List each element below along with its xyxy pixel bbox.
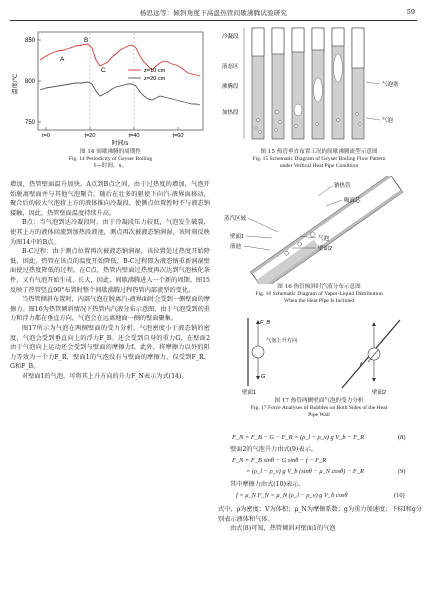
fig14-caption-cn: 图 14 间歇沸腾的周期性	[79, 149, 142, 155]
fig17-caption-cn: 图 17 热管两侧壁面气泡的受力分析	[274, 398, 364, 404]
fig14-xtick: t=20	[84, 133, 96, 139]
fig16-caption	[216, 284, 422, 306]
equation-10: f = μ_N F_N = μ_N (ρ_l − ρ_v) g V_b cosθ	[236, 492, 348, 499]
running-header	[10, 6, 417, 21]
right-text-2	[218, 480, 422, 490]
fig14-point-label: A	[60, 56, 65, 63]
fig16-label: 气泡	[318, 236, 330, 242]
fig14-caption	[8, 149, 213, 171]
fig14-ylabel: 温度/℃	[13, 73, 19, 95]
fig14-point-label: B	[84, 37, 89, 44]
fig16-label: 壁面1	[230, 234, 245, 240]
page-number: 59	[406, 8, 415, 16]
fig15-label: 加热段	[222, 110, 239, 116]
fig14-xtick: t=0	[42, 133, 50, 139]
fig14-xlabel: 时间/s	[111, 141, 129, 146]
fig15-caption-cn: 图 15 热管垂直布置工况的间歇沸腾流型示意图	[260, 149, 378, 155]
left-column	[10, 180, 210, 381]
right-text-3	[218, 505, 422, 534]
fig14-xtick: t=40	[128, 133, 140, 139]
paragraph: 当热管倾斜布置时，内部气泡在脱离汽-液界面时会受到一侧壁面的摩擦力。图16为热管倾斜情况下热管内汽液分布示意图，由于气泡受到的重力和浮力都在垂直方向，气泡会在远离地面一侧的壁面聚集。	[10, 296, 210, 323]
equation-8: F_N = F_B − G − F_R = (ρ_l − ρ_v) g V_b − F_R	[232, 434, 365, 441]
fig17-label: 壁面2	[372, 390, 387, 396]
fig17-diagram	[222, 312, 418, 396]
fig16-label: 蒸汽区域	[224, 216, 247, 222]
fig15-label: 气泡	[382, 118, 394, 124]
right-text-1	[218, 445, 422, 455]
equation-8-number: (8)	[398, 434, 406, 441]
fig16-label: 液池	[230, 244, 242, 250]
fig14-point-label: C	[101, 67, 106, 74]
fig17-label: 气泡上升方向	[266, 338, 298, 344]
fig17-label: f	[360, 362, 362, 368]
fig17-label: G	[261, 374, 266, 380]
fig15-caption-en2: under Vertical Heat Pipe Condition	[279, 163, 359, 170]
fig14-xtick: t=60	[172, 133, 184, 139]
equation-9-number: (9)	[398, 468, 406, 475]
fig16-diagram	[222, 176, 418, 284]
paragraph: 对壁面1的气泡，可将其上升方向的升力F_N表示为式(14)。	[22, 372, 188, 380]
running-title: 杨思远等：倾斜角度下高温热管间歇沸腾试验研究	[139, 9, 288, 17]
fig16-caption-en1: Fig. 16 Schematic Diagram of Vapor-Liquid Distribution	[255, 291, 383, 298]
paragraph: B-C过程：由于测点位置再次被液态钠润湿，该位置处过热度开始降低，因此，热管在该点的温度开始降低，B-C过程即为液态钠重新润湿壁面使过热度降低的过程。在C点，热管内壁面过热度再次达到气泡核化条件，又有气泡开始生成、长大，因此，间歇沸腾进入一个新的周期。图15反映了热管竖直90°布置时整个间歇沸腾过程热管内部流型的变化。	[10, 248, 210, 294]
fig15-caption-en1: Fig. 15 Schematic Diagram of Geyser Boiling Flow Pattern	[252, 156, 386, 163]
paragraph: B点：当气泡到达冷凝段时，由于冷凝段压力较低，气泡发生破裂，使其上方的液体回流到加热段液池，测点再次被液态钠润湿，该时刻反映为图14中的B点。	[10, 219, 210, 246]
fig14-note: t—时间，s。	[93, 163, 128, 170]
fig17-caption-en1: Fig. 17 Force Analyses of Bubbles on Both Sides of the Heat	[250, 405, 388, 412]
fig17-label: 壁面1	[242, 390, 257, 396]
paragraph: 由式(8)可知，热管倾斜对壁面1的气泡	[230, 525, 336, 533]
fig14-chart	[8, 26, 213, 146]
fig14-caption-en: Fig. 14 Periodicity of Geyser Boiling	[68, 156, 153, 163]
fig15-label: 冷凝段	[222, 34, 239, 40]
fig14-ytick: 800	[24, 79, 35, 85]
fig17-label: F_B	[260, 320, 271, 326]
fig15-caption	[216, 149, 422, 171]
fig16-caption-cn: 图 16 热管倾斜时汽液分布示意图	[277, 284, 361, 290]
fig16-label: 吸液芯	[344, 198, 361, 204]
paragraph: 增加，热管壁面温升加快。A点到B点之间，由于过热度的增加，气泡开始脱离壁面并与其他气泡聚合，随后在壮多的驱使下向汽-液界面移动，聚合后的较大气泡将上方的液体推向冷凝段，使侧点位置暂时不与液态钠接触，因此，热管壁面温度持续升高。	[10, 181, 210, 217]
equation-10-number: (10)	[394, 492, 405, 499]
fig15-label: 气泡塞	[382, 82, 399, 88]
fig14-legend-item: z=10 cm	[144, 68, 166, 74]
fig17-caption-en2: Pipe Wall	[308, 412, 330, 419]
fig17-caption	[216, 398, 422, 420]
fig16-label: 钠热管	[334, 183, 351, 189]
paragraph: 式中，ρ为密度；V为体积；μ_N为摩擦系数；g为重力加速度；下标l和g分别表示液体和气体。	[218, 506, 422, 523]
paragraph: 图17所示为气泡在两侧壁面的受力分析。气泡密度小于液态钠的密度，气泡会受到垂直向上的浮力F_B。还会受到自身的重力G，在壁面2由于气泡向上运动还会受到与壁面的摩擦力f。此外，将摩擦力以外的阻力等效为一个力F_R，壁面1的气泡没有与壁面的摩擦力，仅受到F_R、G和F_B。	[10, 324, 210, 371]
fig16-label: 壁面2	[318, 246, 333, 252]
fig15-label: 液态区	[222, 64, 239, 70]
paragraph: 其中摩擦力由式(10)表示。	[230, 481, 305, 488]
fig15-diagram	[220, 24, 420, 146]
equation-9a: F_N = F_B sinθ − G sinθ − f − F_R	[232, 457, 327, 464]
fig14-legend-item: z=20 cm	[144, 76, 166, 82]
fig14-ytick: 850	[24, 38, 35, 44]
fig16-caption-en2: When the Heat Pipe Is Inclined	[283, 298, 355, 305]
fig15-label: 沸腾段	[222, 84, 239, 90]
paragraph: 壁面2的气泡升力由式(9)表示。	[230, 446, 317, 453]
equation-9b: = (ρ_l − ρ_v) g V_b (sinθ − μ_N cosθ) − F_R	[246, 468, 364, 475]
fig14-ytick: 750	[24, 120, 35, 126]
